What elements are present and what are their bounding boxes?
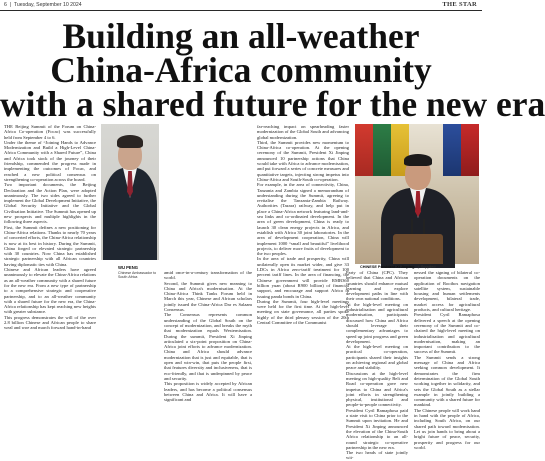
article-headline	[0, 16, 545, 124]
paragraph: Party of China (CPC). They believed that China and African countries should enhance mutual learning and explore development paths in line with their own national conditions.	[346, 270, 408, 302]
paragraph: At the high-level meeting on industrialisation and agricultural modernisation, participants discussed how China and Africa should leverage their complementary advantages to speed up joint progress and green development.	[346, 301, 408, 344]
paragraph: For example, in the area of connectivity, China, Tanzania and Zambia signed a memorandum of understanding during the Summit, agreeing to revitalise the Tanzania-Zambia Railway. Authorities (Tazara) railway, and help put in place a China-Africa network featuring land-and-sea links and co-ordinated development. In the area of green development, China is ready to launch 30 clean energy projects in Africa, and establish with Africa 30 joint laboratories. In the area of development cooperation, China will implement 1000 “small and beautiful” livelihood projects, to deliver more fruits of development to the two peoples.	[257, 182, 349, 257]
president-photo	[355, 124, 479, 264]
page-header	[0, 0, 482, 11]
paragraph: This proposition is widely accepted by African leaders, and has become a political consensus between China and Africa. It will have a significant and	[164, 381, 252, 403]
paragraph: During the Summit, four high-level meetings were held for the first time. At the high-level meeting on state governance, all parties spoke highly of the third plenary session of the 20th Central Committee of the Communist	[257, 298, 349, 325]
paragraph: The two heads of state jointly wit-	[346, 450, 408, 461]
paragraph: The Summit sends a strong message of China and Africa seeking common development. It demonstrates the firm determination of the Global South working together in solidarity, and sets the Global South as a stellar example in jointly building a community with a shared future for mankind.	[414, 354, 480, 408]
paragraph: Discussions at the high-level meeting on high-quality Belt and Road co-operation gave new impetus to China and Africa's joint efforts in strengthening physical, institutional and people-to-people connectivity.	[346, 370, 408, 408]
article-column-2	[164, 270, 252, 410]
paragraph: far-reaching impact on spearheading faster modernization of the Global South and advancing global modernization.	[257, 124, 349, 140]
headline-line-1: Building an all-weather	[62, 16, 420, 56]
president-caption-name: CHINESE President Xi Jinping.	[360, 265, 416, 269]
paragraph: At the high-level meeting on practical co-operation, participants shared their insights on achieving regional and global peace and stability.	[346, 344, 408, 371]
paragraph: In the area of trade and prosperity, China will unilaterally open its market wider, and give 33 LDCs in Africa zero-tariff treatment for 100 percent tariff lines. In the area of financing, the Chinese government will provide RMB360 billion yuan (about R900 billion) of financial support, and encourage and support Africa in issuing panda bonds in China.	[257, 256, 349, 299]
paragraph: Second, the Summit gives new meaning to China and Africa's modernisation. At the China-Africa Think Tanks Forum held in March this year, Chinese and African scholars jointly issued the China-Africa Dar es Salaam Consensus.	[164, 280, 252, 313]
ambassador-title: Chinese Ambassador to South Africa	[118, 270, 157, 280]
paragraph: The Consensus represents common understanding of the Global South on the concept of modernization, and breaks the myth that modernization equals Westernisation. During the summit, President Xi Jinping articulated a six-point proposition on China-Africa joint efforts to advance modernization. China and Africa should advance modernization that is just and equitable, that is open and win-win, that puts the people first, that features diversity and inclusiveness, that is eco-friendly, and that is underpinned by peace and security.	[164, 312, 252, 381]
article-column-1	[4, 124, 96, 410]
ambassador-photo-caption	[118, 266, 162, 280]
paragraph: nessed the signing of bilateral co-operation documents on the application of Rooibos navigation satellite system, sustainable housing and human settlements development, bilateral trade, market access for agricultural products, and cultural heritage.	[414, 270, 480, 313]
paragraph: Two important documents, the Beijing Declaration and the Action Plan, were adopted unanimously. The two sides agreed to further implement the Global Development Initiative, the Global Security Initiative and the Global Civilisation Initiative. The Summit has opened up new prospects and multiple highlights in the following three aspects.	[4, 182, 96, 225]
ambassador-name: WU PENG	[118, 265, 139, 270]
page-number: 6	[4, 2, 7, 8]
ambassador-photo	[101, 124, 159, 260]
paragraph: THE Beijing Summit of the Forum on China-Africa Co-operation (Focac) was successfully held from September 4 to 6.	[4, 124, 96, 140]
paragraph: Chinese and African leaders have agreed unanimously to elevate the China-Africa relations as an all-weather community with a shared future for the new era. From a new type of partnership to a comprehensive strategic and cooperative partnership, and to an all-weather community with a shared future for the new era, the China-Africa relationship has kept reaching new heights with greater substance.	[4, 267, 96, 315]
paragraph: First, the Summit defines a new positioning for China-Africa relations. Thanks to nearly 70 years of concerted efforts, the China-Africa relationship is now at its best in history. During the Summit, China forged or elevated strategic partnership with 30 countries. Now China has established strategic partnership with all African countries having diplomatic ties with China.	[4, 224, 97, 267]
paragraph: This progress demonstrates the will of the over 2.8 billion Chinese and African people to share weal and woe and march forward hand-in-hand	[4, 314, 96, 331]
issue-date: Tuesday, September 10 2024	[13, 2, 82, 8]
paragraph: amid once-in-a-century transformation of the world.	[164, 270, 252, 281]
article-column-3	[257, 124, 349, 410]
article-column-4	[346, 270, 408, 461]
article-column-5	[414, 270, 480, 450]
paragraph: The Chinese people will work hand in hand with the people of Africa, including South Africa, on our shared path toward modernisation. Let us join hands to bring about a bright future of peace, security, prosperity and progress for our world.	[414, 407, 480, 450]
paragraph: Third, the Summit provides new momentum to China-Africa co-operation. At the opening ceremony of the Summit, President Xi Jinping announced 10 partnership actions that China would take with Africa to advance modernisation, and put forward a series of concrete measures and quantitative targets, injecting strong impetus into China-Africa and South-South co-operation.	[257, 139, 349, 182]
paragraph: President Cyril Ramaphosa delivered a speech at the opening ceremony of the Summit and co-chaired the high-level meeting on industrialisation and agricultural modernisation, making an important contribution to the success of the Summit.	[414, 312, 480, 355]
headline-line-2: China-Africa community	[50, 50, 432, 90]
paragraph: Under the theme of “Joining Hands to Advance Modernization and Build a High-Level China-Africa Community with a Shared Future”, China and Africa took stock of the journey of their friendship, commended the progress made in implementing the outcomes of Focac, and reached a new political consensus on strengthening co-operation across the board.	[4, 139, 96, 182]
headline-line-3: with a shared future for the new era	[0, 84, 545, 124]
president-photo-caption: CHINESE President Xi Jinping. | Supplied	[360, 265, 436, 269]
paragraph: President Cyril Ramaphosa paid a state visit to China prior to the Summit upon invitation. He and President Xi Jinping announced the elevation of the China-South Africa relationship to an all-round strategic co-operative partnership in the new era.	[346, 407, 408, 450]
photo-credit: Supplied	[420, 265, 436, 269]
page-date-line: 6 | Tuesday, September 10 2024	[4, 2, 82, 8]
publication-name: THE STAR	[442, 1, 477, 8]
